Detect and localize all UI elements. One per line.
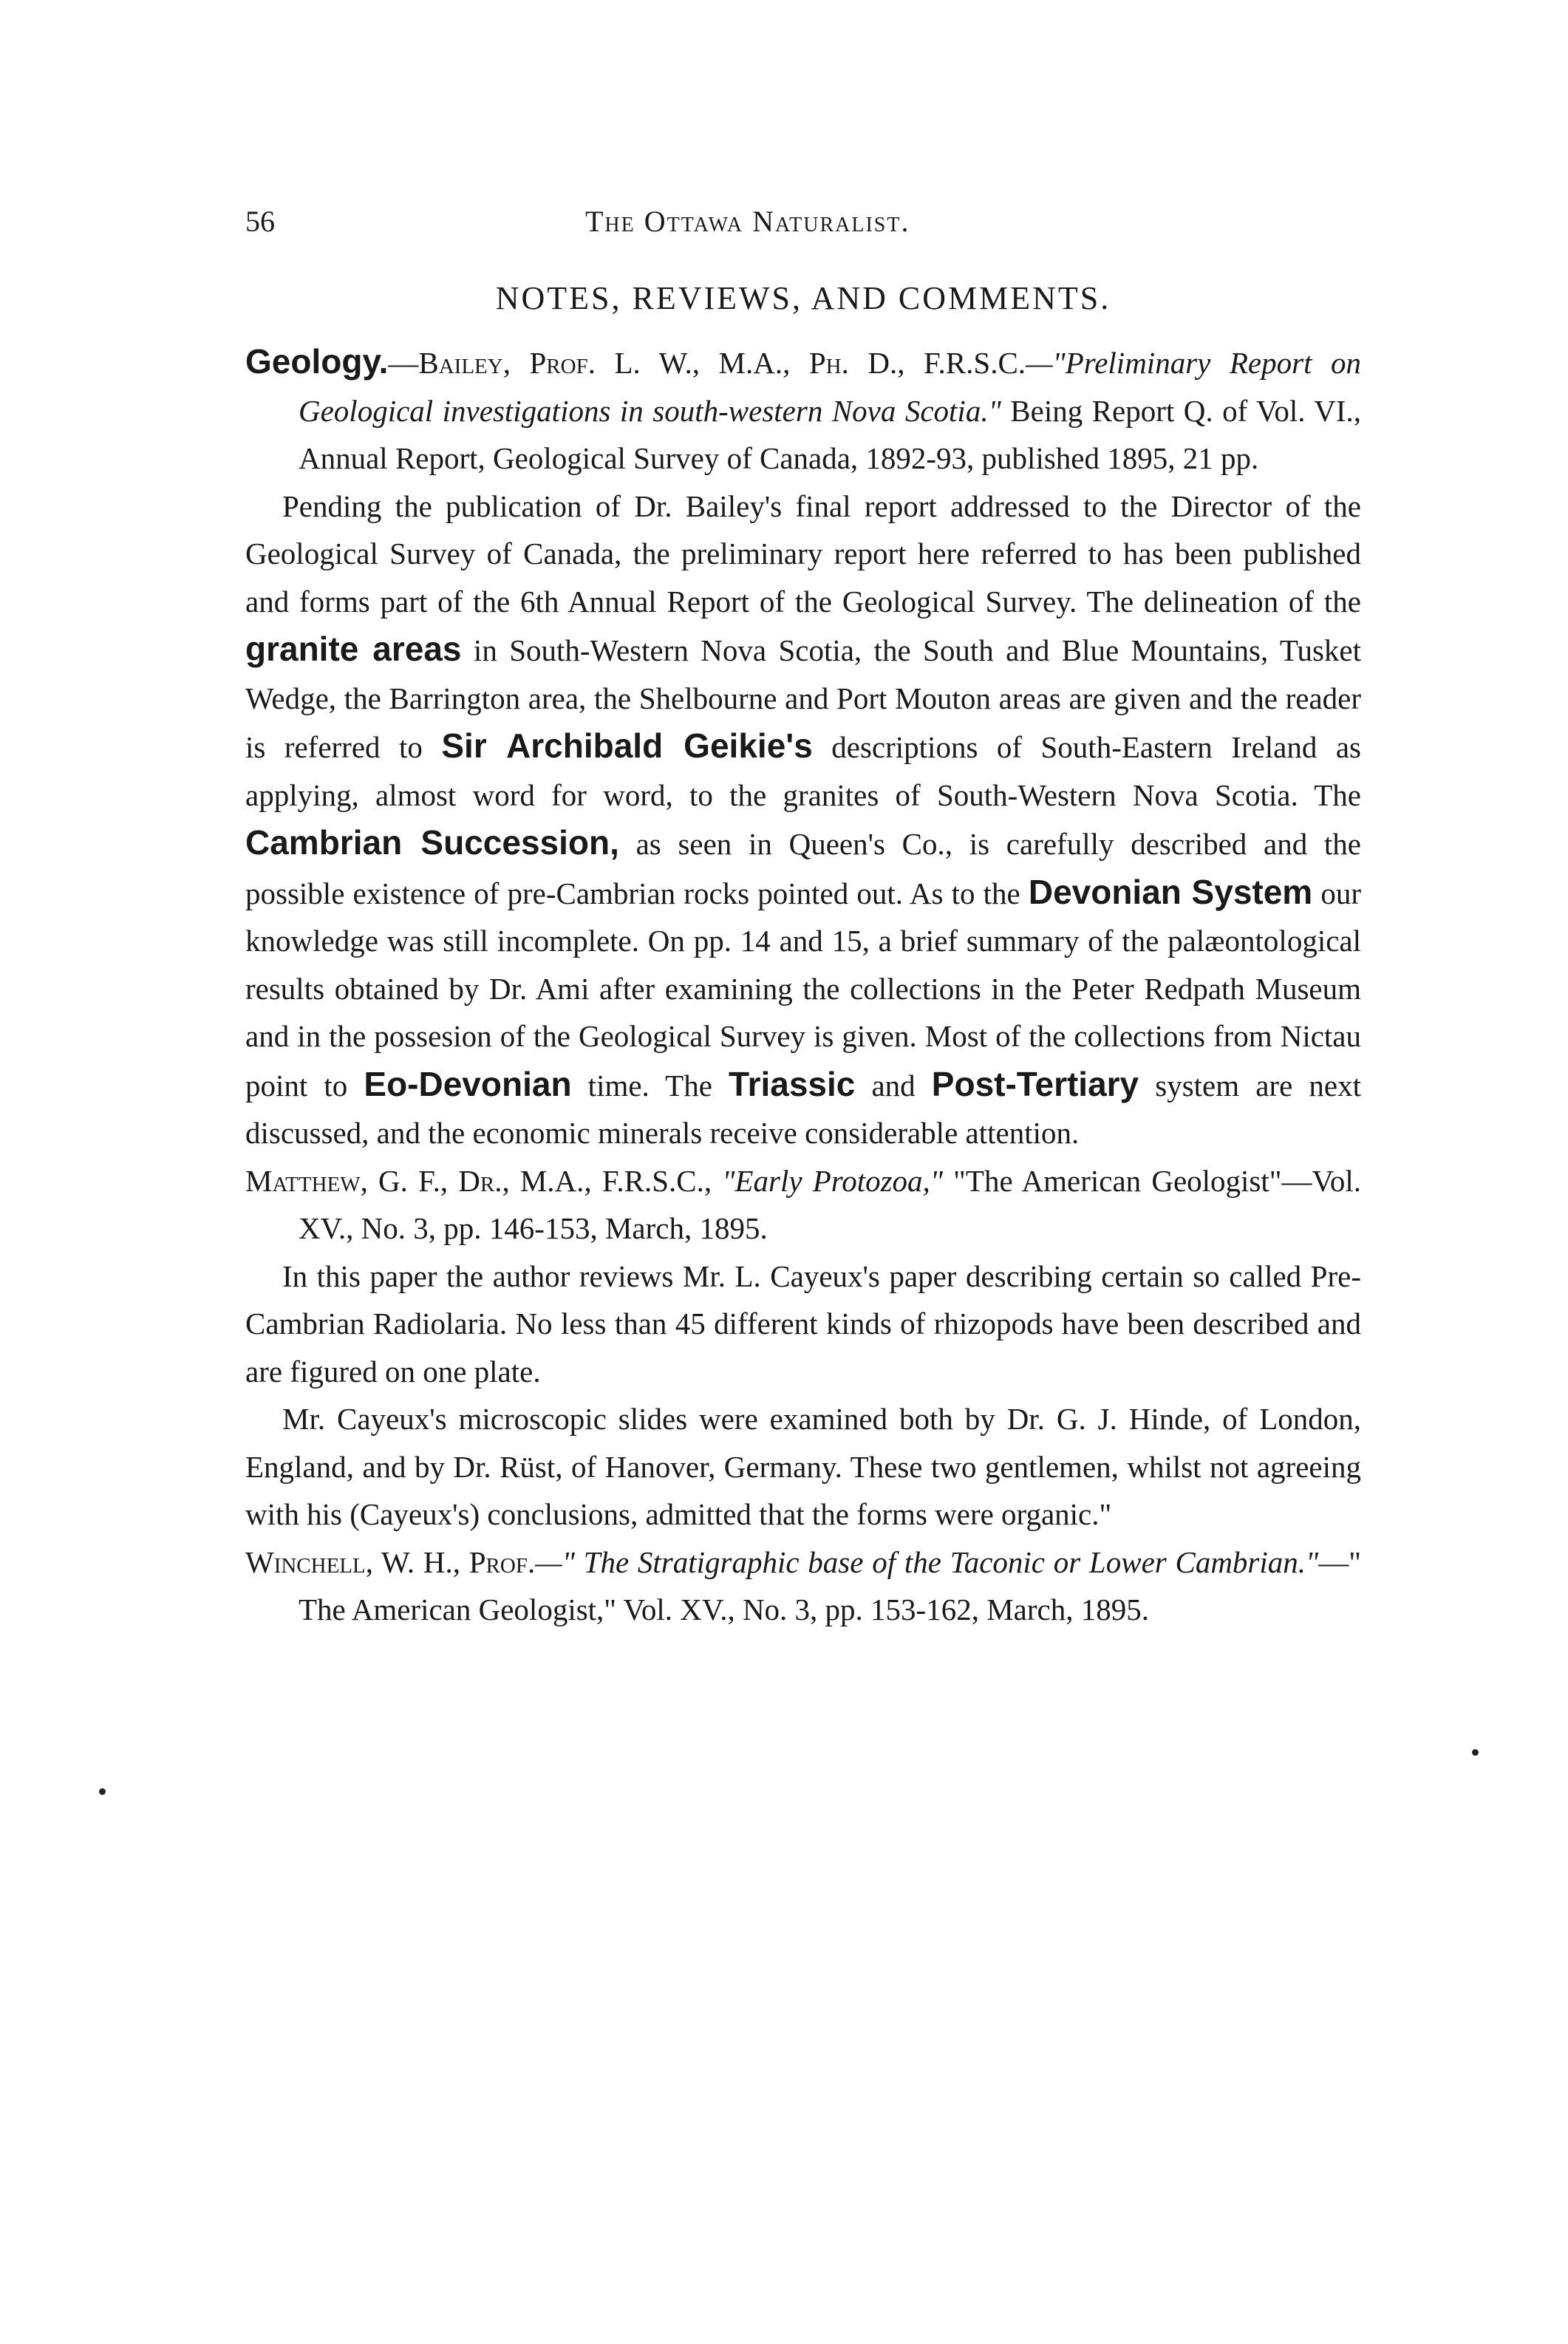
bold-term: Post-Tertiary [931, 1064, 1139, 1103]
entry-author: Winchell, W. H., Prof. [245, 1544, 536, 1579]
bold-term: Cambrian Succession, [245, 823, 619, 862]
bold-term: granite areas [245, 630, 462, 668]
entry-author: Matthew, G. F., Dr., M.A., F.R.S.C., [245, 1163, 723, 1198]
text-run: in South-Western Nova Scotia, the South and Blue Mountains, Tusket Wedge, the Barrington area, the Shelbourne and Port Mouton areas are given and the reader is referred to [245, 633, 1361, 764]
bold-term: Devonian System [1028, 872, 1313, 911]
entry-source: "The American Geologist"—Vol. XV., No. 3, pp. 146-153, March, 1895. [299, 1163, 1361, 1245]
text-run: our knowledge was still incomplete. On pp. 14 and 15, a brief summary of the palæontological results obtained by Dr. Ami after examining the collections in the Peter Redpath Museum and in the possesion of the Geological Survey is given. Most of the collections from Nictau point to [245, 876, 1362, 1103]
text-run: and [855, 1068, 932, 1103]
review-paragraph-matthew-2: Mr. Cayeux's microscopic slides were examined both by Dr. G. J. Hinde, of London, England, and by Dr. Rüst, of Hanover, Germany. These two gentlemen, whilst not agreeing with his (Cayeux's) conclusions, admitted that the forms were organic." [245, 1402, 1361, 1531]
journal-title: The Ottawa Naturalist. [585, 205, 910, 238]
text-run: as seen in Queen's Co., is carefully described and the possible existence of pre-Cambrian rocks pointed out. As to the [245, 827, 1362, 910]
entry-title: —" The Stratigraphic base of the Taconic or Lower Cambrian." [535, 1544, 1319, 1579]
text-run: system are next discussed, and the economic minerals receive considerable attention. [245, 1068, 1361, 1150]
bold-term: Triassic [729, 1064, 856, 1103]
text-run: time. The [571, 1068, 729, 1103]
page-number: 56 [245, 205, 275, 238]
bold-term: Sir Archibald Geikie's [441, 726, 813, 765]
margin-speck [1472, 1749, 1479, 1756]
bold-term: Eo-Devonian [364, 1064, 572, 1103]
page-body [245, 200, 1361, 1634]
bibliography-entry-winchell [245, 1539, 1361, 1634]
entry-title: "Early Protozoa," [722, 1163, 944, 1198]
entry-title: —"Preliminary Report on Geological investigations in south-western Nova Scotia." [299, 346, 1361, 428]
entry-source: Being Report Q. of Vol. VI., Annual Report, Geological Survey of Canada, 1892-93, published 1895, 21 pp. [299, 393, 1361, 475]
entry-source: —" The American Geologist," Vol. XV., No. 3, pp. 153-162, March, 1895. [299, 1544, 1361, 1626]
review-paragraph-matthew-1: In this paper the author reviews Mr. L. Cayeux's paper describing certain so called Pre-Cambrian Radiolaria. No less than 45 different kinds of rhizopods have been described and are figured on one plate. [245, 1258, 1361, 1389]
text-run: Pending the publication of Dr. Bailey's final report addressed to the Director of the Geological Survey of Canada, the preliminary report here referred to has been published and forms part of the 6th Annual Report of the Geological Survey. The delineation of the [245, 488, 1361, 619]
running-head [245, 200, 1361, 244]
bibliography-entry-bailey [245, 338, 1361, 483]
review-paragraph-bailey [245, 483, 1361, 1157]
text-run: descriptions of South-Eastern Ireland as applying, almost word for word, to the granites of South-Western Nova Scotia. The [245, 730, 1361, 812]
subject-heading: Geology. [245, 342, 389, 381]
margin-speck [99, 1788, 106, 1795]
entry-author: —Bailey, Prof. L. W., M.A., Ph. D., F.R.S.C. [388, 346, 1026, 380]
section-title: NOTES, REVIEWS, AND COMMENTS. [495, 280, 1111, 316]
bibliography-entry-matthew [245, 1157, 1361, 1253]
